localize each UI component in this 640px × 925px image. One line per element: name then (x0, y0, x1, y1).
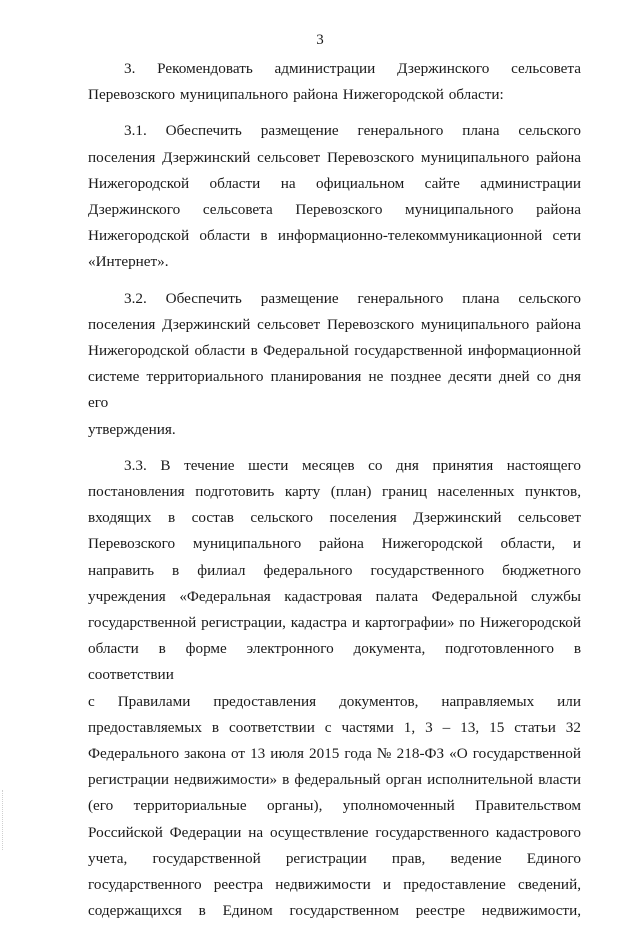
text-line: (его территориальные органы), уполномоченный Правительством (88, 797, 581, 815)
paragraph-3-2 (88, 286, 581, 443)
text-line: 3. Рекомендовать администрации Дзержинского сельсовета (124, 60, 581, 77)
scan-edge-marks (2, 790, 4, 850)
text-line: Перевозского муниципального района Нижегородской области: (88, 86, 504, 104)
text-line: 3.1. Обеспечить размещение генерального плана сельского (124, 122, 581, 140)
text-line: регистрации недвижимости» в федеральный орган исполнительной власти (88, 771, 581, 789)
text-line: поселения Дзержинский сельсовет Перевозского муниципального района (88, 148, 581, 166)
text-line: учреждения «Федеральная кадастровая палата Федеральной службы (88, 587, 581, 605)
text-line: 3.3. В течение шести месяцев со дня принятия настоящего (124, 456, 581, 474)
text-line: постановления подготовить карту (план) границ населенных пунктов, (88, 483, 581, 501)
text-line: Нижегородской области в информационно-телекоммуникационной сети (88, 227, 581, 245)
text-line: Дзержинского сельсовета Перевозского муниципального района (88, 201, 581, 219)
text-line: содержащихся в Едином государственном реестре недвижимости, (88, 902, 581, 920)
text-line: утверждения. (88, 420, 176, 438)
text-line: Перевозского муниципального района Нижегородской области, и (88, 535, 581, 553)
text-line: «Интернет». (88, 253, 169, 271)
paragraph-3-3 (88, 453, 581, 925)
document-body (88, 56, 581, 925)
page-number: 3 (316, 32, 324, 48)
text-line: Федерального закона от 13 июля 2015 года № 218-ФЗ «О государственной (88, 745, 581, 763)
text-line: Российской Федерации на осуществление государственного кадастрового (88, 823, 581, 841)
text-line: входящих в состав сельского поселения Дзержинский сельсовет (88, 509, 581, 527)
paragraph-3 (88, 56, 581, 108)
text-line: предоставляемых в соответствии с частями 1, 3 – 13, 15 статьи 32 (88, 718, 581, 736)
text-line: с Правилами предоставления документов, направляемых или (88, 692, 581, 710)
text-line: Нижегородской области на официальном сайте администрации (88, 174, 581, 192)
text-line: системе территориального планирования не позднее десяти дней со дня его (88, 368, 581, 412)
text-line: учета, государственной регистрации прав, ведение Единого (88, 849, 581, 867)
text-line: поселения Дзержинский сельсовет Перевозского муниципального района (88, 315, 581, 333)
text-line: Нижегородской области в Федеральной государственной информационной (88, 342, 581, 360)
text-line: направить в филиал федерального государственного бюджетного (88, 561, 581, 579)
text-line: государственного реестра недвижимости и предоставление сведений, (88, 876, 581, 894)
text-line: 3.2. Обеспечить размещение генерального плана сельского (124, 289, 581, 307)
text-line: государственной регистрации, кадастра и картографии» по Нижегородской (88, 614, 581, 632)
paragraph-3-1 (88, 118, 581, 275)
text-line: области в форме электронного документа, подготовленного в соответствии (88, 640, 581, 684)
